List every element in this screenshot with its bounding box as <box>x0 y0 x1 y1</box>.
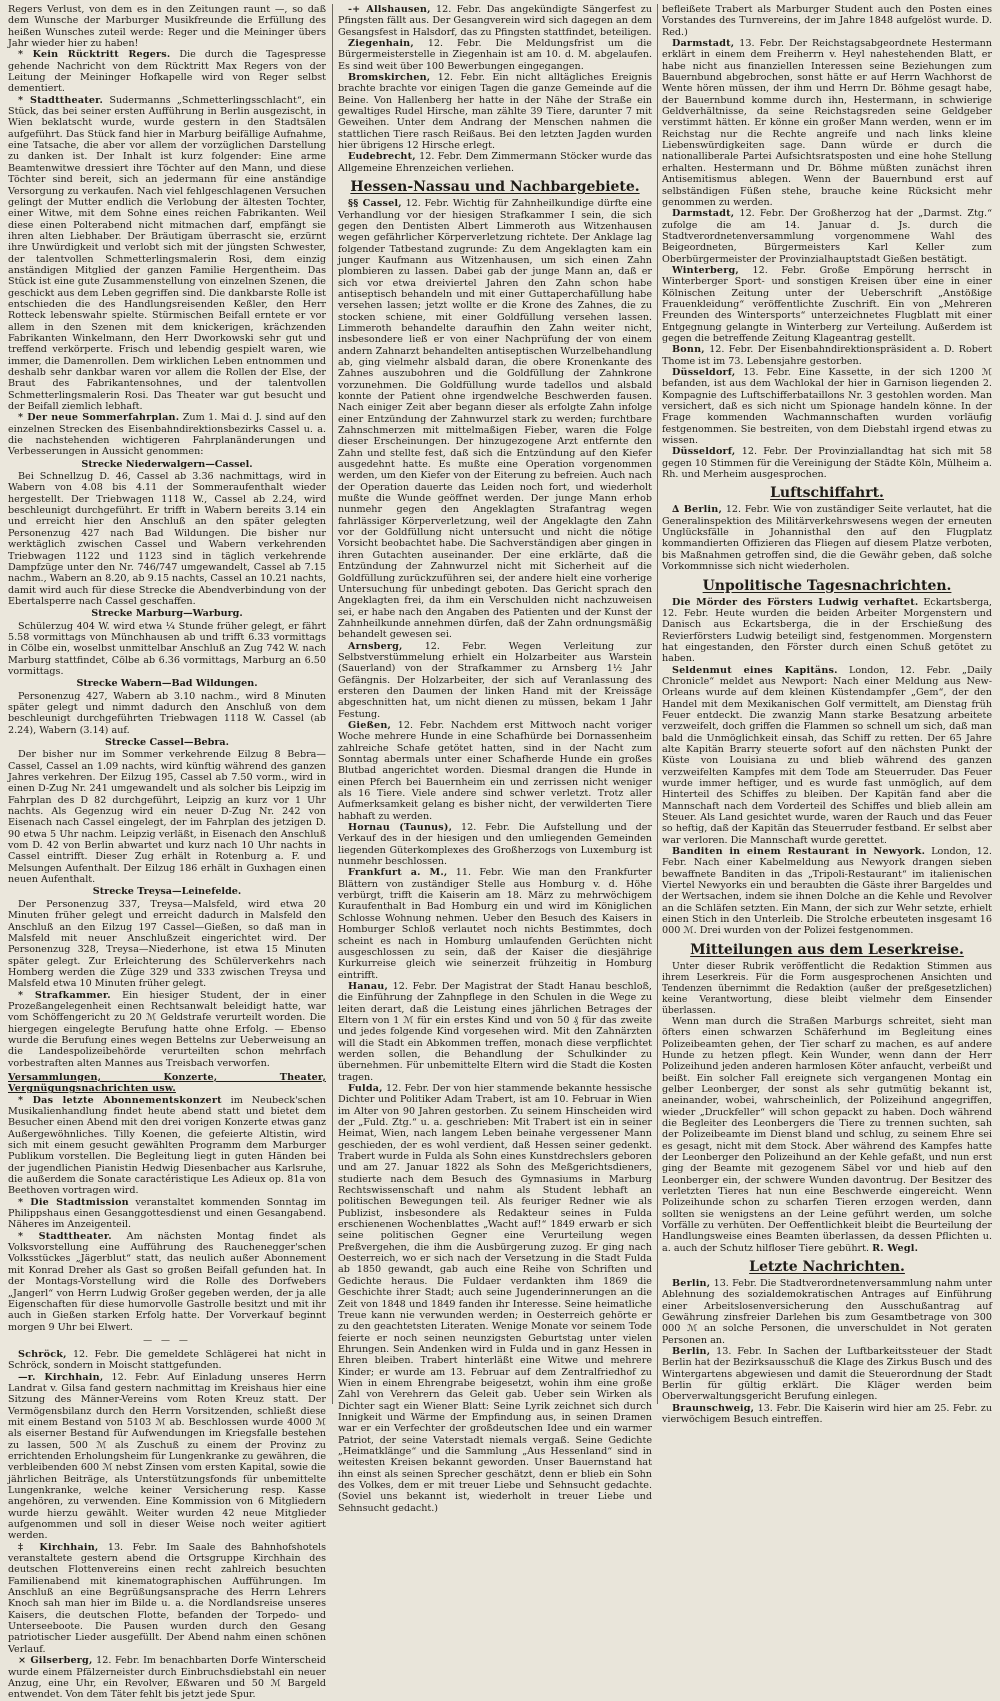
article-paragraph: —r. Kirchhain, 12. Febr. Auf Einladung unseres Herrn Landrat v. Gilsa fand gestern nachmittag im Kreishaus hier eine Sitzung des Männer-Vereins vom Roten Kreuz statt. Der Vermögensbilanz durch den Herrn Vorsitzenden, schließt diese mit einem Bestand von 5103 ℳ ab. Beschlossen wurde 4000 ℳ als eiserner Bestand für Aufwendungen im Kriegsfalle bestehen zu lassen, 500 ℳ als Zuschuß zu einem der Provinz zu errichtenden Erholungsheim für Lungenkranke zu gewähren, die verbleibenden 600 ℳ nebst Zinsen vom ersten Kapital, sowie die jährlichen Beiträge, als Unterstützungsfonds für unbemittelte Lungenkranke, welche keiner Versicherung resp. Kasse angehören, zu verwenden. Eine Kommission von 6 Mitgliedern wurde hierzu gewählt. Weiter wurden 42 neue Mitglieder aufgenommen und soll in dieser Weise noch weiter agitiert werden. <box>8 1371 326 1542</box>
article-paragraph: Schülerzug 404 W. wird etwa ¼ Stunde früher gelegt, er fährt 5.58 vormittags von Münchhausen ab und trifft 6.33 vormittags in Cölbe ein, woselbst unmittelbar Anschluß an Zug 742 W. nach Marburg stattfindet, Cölbe ab 6.36 vormittags, Marburg an 6.50 vormittags. <box>8 620 326 677</box>
article-paragraph: Braunschweig, 13. Febr. Die Kaiserin wird hier am 25. Febr. zu vierwöchigem Besuch eintreffen. <box>662 1402 992 1426</box>
article-paragraph: ‡ Kirchhain, 13. Febr. Im Saale des Bahnhofshotels veranstaltete gestern abend die Ortsgruppe Kirchhain des deutschen Flottenvereins einen recht zahlreich besuchten Familienabend mit kinematographischen Aufführungen. Im Anschluß an eine Begrüßungsansprache des Herrn Lehrers Knoch sah man hier im Bilde u. a. die Nordlandsreise unseres Kaisers, die deutschen Flotte, befanden der Torpedo- und Unterseeboote. Die Pausen wurden durch den Gesang patriotischer Lieder ausgefüllt. Der Abend nahm einen schönen Verlauf. <box>8 1541 326 1655</box>
article-paragraph: Die Mörder des Försters Ludwig verhaftet. Eckartsberga, 12. Febr. Heute wurden die beiden Arbeiter Morgenstern und Danisch aus Eckartsberga, die in der Erschießung des Revierförsters Ludwig beteiligt sind, festgenommen. Morgenstern hat eingestanden, den Förster durch einen Schuß getötet zu haben. <box>662 596 992 665</box>
subheading: Strecke Marburg—Warburg. <box>91 608 243 620</box>
article-paragraph: Winterberg, 12. Febr. Große Empörung herrscht in Winterberger Sport- und sonstigen Kreisen über eine in einer Kölnischen Zeitung unter der Ueberschrift „Anstößige Frauenkleidung“ veröffentlichte Zuschrift. Ein von „Mehreren Freunden des Wintersports“ unterzeichnetes Flugblatt mit einer Entgegnung gelangte in Winterberg zur Verteilung. Außerdem ist gegen die betreffende Zeitung Klageantrag gestellt. <box>662 264 992 344</box>
article-paragraph: Banditen in einem Restaurant in Newyork. London, 12. Febr. Nach einer Kabelmeldung aus Newyork drangen sieben bewaffnete Banditen in das „Tripoli-Restaurant“ im italienischen Viertel Newyorks ein und beraubten die Gäste ihrer Bargeldes und der Wertsachen, indem sie ihnen Dolche an die Kehle und Revolver an die Schläfen setzten. Ein Mann, der sich zur Wehr setzte, erhielt einen Stich in den Unterleib. Die Strolche erbeuteten insgesamt 16 000 ℳ. Drei wurden von der Polizei festgenommen. <box>662 846 992 937</box>
article-paragraph: -+ Allshausen, 12. Febr. Das angekündigte Sängerfest zu Pfingsten fällt aus. Der Gesangverein wird sich dagegen an dem Gesangsfest in Halsdorf, das zu Pfingsten stattfindet, beteiligen. <box>338 4 652 38</box>
article-paragraph: * Das letzte Abonnementskonzert im Neubeck'schen Musikalienhandlung findet heute abend statt und bietet dem Besucher einen Abend mit den drei vorigen Konzerte etwas ganz Außergewöhnliches. Tilly Koenen, die gefeierte Altistin, wird sich mit einem gesucht gewählten Programm dem Marburger Publikum vorstellen. Die Begleitung liegt in guten Händen bei der jugendlichen Pianistin Hedwig Diesenbacher aus Karlsruhe, die außerdem die Sonate caractéristique Les Adieux op. 81a von Beethoven vortragen wird. <box>8 1094 326 1197</box>
article-paragraph: Bonn, 12. Febr. Der Eisenbahndirektionspräsident a. D. Robert Thome ist im 73. Lebensjahre gestorben. <box>662 344 992 367</box>
column-left <box>8 4 326 1701</box>
article-paragraph: Düsseldorf, 12. Febr. Der Provinziallandtag hat sich mit 58 gegen 10 Stimmen für die Vereinigung der Städte Köln, Mülheim a. Rh. und Merheim ausgesprochen. <box>662 446 992 481</box>
section-heading: Letzte Nachrichten. <box>749 1259 905 1276</box>
column-rule <box>332 4 333 1404</box>
section-heading: Versammlungen, Konzerte, Theater, Vergnügungsnachrichten usw. <box>8 1071 326 1095</box>
column-middle <box>338 4 652 1514</box>
subheading: Strecke Wabern—Bad Wildungen. <box>76 678 258 690</box>
article-paragraph: * Die Stadtmission veranstaltet kommenden Sonntag im Philippshaus einen Gesanggottesdienst und einen Gesangabend. Näheres im Anzeigenteil. <box>8 1196 326 1231</box>
article-paragraph: Seldenmut eines Kapitäns. London, 12. Febr. „Daily Chronicle“ meldet aus Newport: Nach einer Meldung aus New-Orleans wurde auf dem kleinen Küstendampfer „Gem“, der den Handel mit dem Mexikanischen Golf vermittelt, am Dienstag früh Feuer entdeckt. Die zwanzig Mann starke Besatzung arbeitete verzweifelt, doch griffen die Flammen so schnell um sich, daß man bald die Unmöglichkeit einsah, das Schiff zu retten. Der 65 Jahre alte Kapitän Brarry steuerte sofort auf den nächsten Punkt der Küste von Louisiana zu und blieb während des ganzen verzweifelten Kampfes mit dem Tode am Steuerruder. Das Feuer wurde immer heftiger, und es wurde fast unmöglich, auf dem Hinterteil des Schiffes zu bleiben. Der Kapitän fand aber die Mannschaft nach dem Vorderteil des Schiffes und blieb allein am Steuer. Als Land gesichtet wurde, waren der Rauch und das Feuer so heftig, daß der Kapitän das Steuerruder festband. Er selbst aber war verloren. Die Mannschaft wurde gerettet. <box>662 664 992 846</box>
separator: — — — <box>143 1335 191 1346</box>
section-heading: Hessen-Nassau und Nachbargebiete. <box>350 179 640 196</box>
section-heading: Unpolitische Tagesnachrichten. <box>702 577 952 594</box>
article-paragraph: Gießen, 12. Febr. Nachdem erst Mittwoch nacht voriger Woche mehrere Hunde in eine Schafhürde bei Dornassenheim zahlreiche Schafe getötet hatten, sind in der Nacht zum Sonntag abermals unter einer Schafherde Hunde ein großes Blutbad angerichtet worden. Diesmal drangen die Hunde in einen Pferch bei Bauernheim ein und zerrissen nicht weniger als 16 Tiere. Viele andere sind schwer verletzt. Trotz aller Aufmerksamkeit gelang es bisher nicht, der verwilderten Tiere habhaft zu werden. <box>338 719 652 822</box>
article-paragraph: Regers Verlust, von dem es in den Zeitungen raunt —, so daß dem Wunsche der Marburger Musikfreunde die Erfüllung des heißen Wunsches zuteil werde: Reger und die Meininger übers Jahr wieder hier zu haben! <box>8 4 326 50</box>
article-paragraph: Ziegenhain, 12. Febr. Die Meldungsfrist um die Bürgermeisterstelle in Ziegenhain ist am 10. d. M. abgelaufen. Es sind weit über 100 Bewerbungen eingegangen. <box>338 38 652 72</box>
article-paragraph: Frankfurt a. M., 11. Febr. Wie man den Frankfurter Blättern von zuständiger Stelle aus Homburg v. d. Höhe verbürgt, trifft die Kaiserin am 18. März zu mehrwöchigem Kuraufenthalt in Bad Homburg ein und wird im Königlichen Schlosse Wohnung nehmen. Ueber den Besuch des Kaisers in Homburger Schloß verlautet noch nichts Bestimmtes, doch scheint es nach in Homburg umlaufenden Gerüchten nicht ausgeschlossen zu sein, daß der Kaiser die diesjährige Kurkurreise gleich wie seinerzeit frühzeitig in Homburg eintrifft. <box>338 867 652 981</box>
article-paragraph: * Kein Rücktritt Regers. Die durch die Tagespresse gehende Nachricht von dem Rücktritt Max Regers von der Leitung der Meininger Hofkapelle wird von Reger selbst dementiert. <box>8 49 326 95</box>
subheading: Strecke Treysa—Leinefelde. <box>92 886 242 898</box>
column-rule <box>657 4 658 1404</box>
article-paragraph: × Gilserberg, 12. Febr. Im benachbarten Dorfe Winterscheid wurde einem Pfälzerneister durch Einbruchsdiebstahl ein neuer Anzug, eine Uhr, ein Revolver, Eßwaren und 50 ℳ Bargeld entwendet. Von dem Täter fehlt bis jetzt jede Spur. <box>8 1655 326 1701</box>
article-paragraph: * Stadttheater. Am nächsten Montag findet als Volksvorstellung eine Aufführung des Rauchenegger'schen Volksstückes „Jägerblut“ statt, das neulich außer Abonnement mit Konrad Dreher als Gast so großen Beifall gefunden hat. In der Montags-Vorstellung wird die Rolle des Dorfwebers „Jangerl“ von Herrn Ludwig Großer gegeben werden, der ja alle Eigenschaften für diese humorvolle Gastrolle besitzt und mit ihr auch in Gießen starken Erfolg hatte. Der Vorverkauf beginnt morgen 9 Uhr bei Elwert. <box>8 1230 326 1333</box>
article-paragraph: * Stadttheater. Sudermanns „Schmetterlingsschlacht“, ein Stück, das bei seiner ersten Aufführung in Berlin ausgezischt, in Wien beklatscht wurde, wurde gestern in den Stadtsälen aufgeführt. Das Stück fand hier in Marburg beifällige Aufnahme, eine Tatsache, die aber vor allem der vorzüglichen Darstellung zu danken ist. Der Inhalt ist kurz folgender: Eine arme Beamtenwitwe dressiert ihre Töchter auf den Mann, und diese Töchter sind bereit, sich an jedermann für eine anständige Versorgung zu verkaufen. Nach viel fehlgeschlagenen Versuchen gelingt der Mutter endlich die Verlobung der ältesten Tochter, einer Witwe, mit dem Sohne eines reichen Fabrikanten. Weil diese einen Polterabend nicht mitmachen darf, empfängt sie ihren alten Liebhaber. Der Bräutigam überrascht sie, erzürnt ihre Unwürdigkeit und verlobt sich mit der jüngsten Schwester, der talentvollen Schmetterlingsmalerin Rosi, dem einzig anständigen Mitglied der ganzen Familie Hergentheim. Das Stück ist eine gute Zusammenstellung von einzelnen Szenen, die geschickt aus dem Leben gegriffen sind. Die dankbarste Rolle ist entschieden die des Handlungsreisenden Keßler, den Herr Rotteck lebenswahr spielte. Stürmischen Beifall erntete er vor allem in den Szenen mit dem knickerigen, krächzenden Fabrikanten Winkelmann, den Herr Dworkowski sehr gut und treffend verkörperte. Frisch und lebendig gespielt waren, wie immer, die Damenrollen. Dem wirklichen Leben entnommen und deshalb sehr dankbar waren vor allem die Rollen der Else, der Braut des Fabrikantensohnes, und der talentvollen Schmetterlingsmalerin Rosi. Das Theater war gut besucht und der Beifall ziemlich lebhaft. <box>8 94 326 413</box>
article-paragraph: Darmstadt, 13. Febr. Der Reichstagsabgeordnete Hestermann erklärt in einem dem Freiherrn v. Heyl nahestehenden Blatt, er habe nicht aus finanziellen Interessen seine Beziehungen zum Bauernbund abgebrochen, sonst hätte er auf Herrn Wachhorst de Wente hören müssen, der ihm und Herrn Dr. Böhme gesagt habe, der Bauernbund komme durch ihn, Hestermann, in schwierige Geldverhältnisse, da seine Reichstagsreden seine Geldgeber verstimmt hätten. Er könne ein großer Mann werden, wenn er im Reichstag nur die Rechte angreife und nach links kleine Liebenswürdigkeiten sage. Dann würde er durch die nationalliberale Partei Aufsichtsratsposten und eine hohe Stellung erhalten. Hestermann und Dr. Böhme müßten zunächst ihren Antisemitismus ablegen. Wenn der Bauernbund erst auf selbständigen Füßen stehe, brauche keine Rücksicht mehr genommen zu werden. <box>662 38 992 208</box>
subheading: Strecke Niederwalgern—Cassel. <box>81 458 253 470</box>
article-paragraph: Der Personenzug 337, Treysa—Malsfeld, wird etwa 20 Minuten früher gelegt und erreicht dadurch in Malsfeld den Anschluß an den Eilzug 197 Cassel—Gießen, so daß man in Malsfeld mit neuer Anschlußzeit eingerichtet wird. Der Personenzug 328, Treysa—Niederhone, ist etwa 15 Minuten später gelegt. Zur Erleichterung des Schülerverkehrs nach Homberg werden die Züge 329 und 333 zwischen Treysa und Malsfeld etwa 10 Minuten früher gelegt. <box>8 898 326 990</box>
article-paragraph: Arnsberg, 12. Febr. Wegen Verleitung zur Selbstverstümmelung erhielt ein Holzarbeiter aus Warstein (Sauerland) von der Strafkammer zu Arnsberg 1½ Jahr Gefängnis. Der Holzarbeiter, der sich auf Veranlassung des ersteren den Daumen der linken Hand mit der Kreissäge abgeschnitten hat, um nicht dienen zu müssen, bekam 1 Jahr Festung. <box>338 640 652 720</box>
section-heading: Mitteilungen aus dem Leserkreise. <box>690 941 964 958</box>
article-paragraph: Hornau (Taunus), 12. Febr. Die Aufstellung und der Verkauf des in der hiesigen und den umliegenden Gemeinden liegenden Güterkomplexes des Großherzogs von Luxemburg ist nunmehr beschlossen. <box>338 822 652 868</box>
article-paragraph: Der bisher nur im Sommer verkehrende Eilzug 8 Bebra—Cassel, Cassel an 1.09 nachts, wird künftig während des ganzen Jahres verkehren. Der Eilzug 195, Cassel ab 7.50 vorm., wird in einen D-Zug Nr. 241 umgewandelt und als solcher bis Leipzig im Fahrplan des D 82 durchgeführt, Leipzig an kurz vor 1 Uhr nachts. Als Gegenzug wird ein neuer D-Zug Nr. 242 von Eisenach nach Cassel eingelegt, der im Fahrplan des jetzigen D. 90 etwa 5 Uhr nachm. Leipzig verläßt, in Eisenach den Anschluß vom D. 42 von Berlin abwartet und kurz nach 10 Uhr nachts in Cassel eintrifft. Dieser Zug erhält in Rotenburg a. F. und Melsungen Aufenthalt. Der Eilzug 186 erhält in Guxhagen einen neuen Aufenthalt. <box>8 749 326 886</box>
article-paragraph: Berlin, 13. Febr. Die Stadtverordnetenversammlung nahm unter Ablehnung des sozialdemokratischen Antrages auf Einführung einer Arbeitslosenversicherung den Ausschußantrag auf Gewährung zinsfreier Darlehen bis zum Gesamtbetrage von 300 000 ℳ an solche Personen, die unverschuldet in Not geraten Personen an. <box>662 1278 992 1346</box>
article-paragraph: * Der neue Sommerfahrplan. Zum 1. Mai d. J. sind auf den einzelnen Strecken des Eisenbahndirektionsbezirks Cassel u. a. die nachstehenden wichtigeren Fahrplanänderungen und Verbesserungen in Aussicht genommen: <box>8 412 326 458</box>
article-paragraph: Berlin, 13. Febr. In Sachen der Luftbarkeitssteuer der Stadt Berlin hat der Bezirksausschuß die Klage des Zirkus Busch und des Wintergartens abgewiesen und damit die Steuerordnung der Stadt Berlin für gültig erklärt. Die Kläger werden beim Oberverwaltungsgericht Berufung einlegen. <box>662 1346 992 1403</box>
article-paragraph: Schröck, 12. Febr. Die gemeldete Schlägerei hat nicht in Schröck, sondern in Moischt stattgefunden. <box>8 1348 326 1372</box>
article-paragraph: Fulda, 12. Febr. Der von hier stammende bekannte hessische Dichter und Politiker Adam Trabert, ist am 10. Februar in Wien im Alter von 90 Jahren gestorben. Zu seinem Hinscheiden wird der „Fuld. Ztg.“ u. a. geschrieben: Mit Trabert ist ein in seiner Heimat, Wien, nach langem Leben beinahe vergessener Mann geschieden, der es wohl verdient, daß Hessen seiner gedenkt. Trabert wurde in Fulda als Sohn eines Kunstdrechslers geboren und am 27. Januar 1822 als Sohn des Meßgerichtsdieners, studierte nach dem Besuch des Gymnasiums in Marburg Rechtswissenschaft und nahm als Student lebhaft an politischen Bewegungen teil. Als feuriger Redner wie als Publizist, insbesondere als Redakteur seines in Fulda erschienenen Wochenblattes „Wacht auf!“ 1849 erwarb er sich seine politischen Gegner eine Verurteilung wegen Preßvergehen, die ihm die Ausbürgerung zuzog. Er ging nach Oesterreich, wo er sich nach der Versetzung in die Stadt Fulda ab 1850 gewandt, gab auch eine Reihe von Schriften und Gedichte heraus. Die Fuldaer verdankten ihm 1869 die Geschichte ihrer Stadt; auch seine Jugenderinnerungen an die Zeit von 1848 und 1849 fanden ihr Interesse. Seine heimatliche Treue kann nie verwunden werden; in Oesterreich gehörte er zu den geachtetsten Literaten. Wenige Monate vor seinem Tode feierte er noch seinen neunzigsten Geburtstag unter vielen Ehrungen. Sein Andenken wird in Fulda und in ganz Hessen in Ehren bleiben. Trabert hinterläßt eine Witwe und mehrere Kinder; er wurde am 13. Februar auf dem Zentralfriedhof zu Wien in einem Ehrengrabe beigesetzt, wohin ihm eine große Zahl von Verehrern das Geleit gab. Ueber sein Wirken als Dichter sagt ein Wiener Blatt: Seine Lyrik zeichnet sich durch Innigkeit und Wärme der Empfindung aus, in seinen Dramen war er ein Verfechter der großdeutschen Idee und ein warmer Patriot, der seine Vaterstadt niemals vergaß. Seine Gedichte „Heimatklänge“ und die Sammlung „Aus Hessenland“ sind in weitesten Kreisen bekannt geworden. Unser Bauernstand hat ihn einst als seinen Sprecher geschätzt, denn er blieb ein Sohn des Volkes, dem er mit treuer Liebe und Sehnsucht gedachte. (Soviel uns bekannt ist, wiederholt in treuer Liebe und Sehnsucht gedacht.) <box>338 1082 652 1514</box>
article-paragraph: befleißete Trabert als Marburger Student auch den Posten eines Vorstandes des Turnvereins, der im Jahre 1848 aufgelöst wurde. D. Red.) <box>662 4 992 38</box>
column-right <box>662 4 992 1426</box>
section-heading: Luftschiffahrt. <box>770 485 884 502</box>
article-paragraph: Eudebrecht, 12. Febr. Dem Zimmermann Stöcker wurde das Allgemeine Ehrenzeichen verliehen. <box>338 151 652 174</box>
article-paragraph: Bei Schnellzug D. 46, Cassel ab 3.36 nachmittags, wird in Wabern von 4.08 bis 4.11 der Sommeraufenthalt wieder hergestellt. Der Triebwagen 1118 W., Cassel ab 2.24, wird beschleunigt durchgeführt. Er trifft in Wabern bereits 3.14 ein und erreicht hier den Anschluß an den später gelegten Personenzug 427 nach Bad Wildungen. Die bisher nur werktäglich zwischen Cassel und Wabern verkehrenden Triebwagen 1122 und 1123 sind in täglich verkehrende Dampfzüge unter den Nr. 746/747 umgewandelt, Cassel ab 7.15 nachm., Wabern an 8.20, ab 9.15 nachts, Cassel an 10.21 nachts, damit wird auch für diese Strecke die Abendverbindung von der Ebertalsperre nach Cassel geschaffen. <box>8 471 326 607</box>
article-paragraph: Hanau, 12. Febr. Der Magistrat der Stadt Hanau beschloß, die Einführung der Zahnpflege in den Schulen in die Wege zu leiten derart, daß die Leistung eines jährlichen Betrages der Eltern von 1 ℳ für ein erstes Kind und von 50 ₰ für das zweite und jedes folgende Kind vorgesehen wird. Mit den Zahnärzten will die Stadt ein Abkommen treffen, monach diese verpflichtet werden sollen, die Behandlung der Schulkinder zu übernehmen. Für unbemittelte Eltern wird die Stadt die Kosten tragen. <box>338 980 652 1083</box>
article-paragraph: Düsseldorf, 13. Febr. Eine Kassette, in der sich 1200 ℳ befanden, ist aus dem Wachlokal der hier in Garnison liegenden 2. Kompagnie des Luftschifferbataillons Nr. 3 gestohlen worden. Man versichert, daß es sich nicht um Spionage handeln könne. In der Frage kommenden Wachmannschaften wurden vorläufig festgenommen. Sie bestreiten, von dem Diebstahl irgend etwas zu wissen. <box>662 367 992 447</box>
article-paragraph: Bromskirchen, 12. Febr. Ein nicht alltägliches Ereignis brachte brachte vor einigen Tagen die ganze Gemeinde auf die Beine. Von Hallenberg her hatte in der Nähe der Straße ein gewaltiges Rudel Hirsche, man zählte 39 Tiere, darunter 7 mit Geweihen. Unter dem Andrang der Menschen nahmen die stattlichen Tiere rasch Reißaus. Bei den letzten Jagden wurden hier übrigens 12 Hirsche erlegt. <box>338 72 652 152</box>
article-paragraph: Darmstadt, 12. Febr. Der Großherzog hat der „Darmst. Ztg.“ zufolge die am 14. Januar d. Js. durch die Stadtverordnetenversammlung vorgenommene Wahl des Beigeordneten, Bürgermeisters Karl Keller zum Oberbürgermeister der Provinzialhauptstadt Gießen bestätigt. <box>662 208 992 265</box>
editorial-note: Unter dieser Rubrik veröffentlicht die Redaktion Stimmen aus ihrem Leserkreis. Für die Form ausgesprochenen Ansichten und Tendenzen übernimmt die Redaktion (außer der preßgesetzlichen) keine Verantwortung, diese bleibt vielmehr dem Einsender überlassen. <box>662 960 992 1016</box>
article-paragraph: Wenn man durch die Straßen Marburgs schreitet, sieht man öfters einen schwarzen Schäferhund im Begleitung eines Polizeibeamten gehen, der Tier scharf zu machen, es auf andere Hunde zu hetzen pflegt. Kein Wunder, wenn dann der Herr Polizeihund jeden anderen harmlosen Köter anfaucht, verbeißt und beißt. Ein solcher Fall ereignete sich vergangenen Montag ein gelber Leonberger, der sonst als sehr gutmütig bekannt ist, aneinander, wobei, wahrscheinlich, der Polizeihund angegriffen, wieder „Druckfeller“ will schon gepackt zu haben. Doch während die Begleiter des Leonbergers die Tiere zu trennen suchten, sah der Polizeibeamte im Dienst bland und schlug, zu seinem Ehre sei es gesagt, nicht mit dem Stock. Aber während des Kampfes hatte der Leonberger den Polizeihund an der Kehle gefaßt, und nun erst ging der Beamte mit gezogenem Säbel vor und hieb auf den Leonberger ein, der schwere Wunden davontrug. Der Besitzer des verletzten Tieres hat nun eine Beschwerde eingereicht. Wenn Polizeihunde schon zu scharfen Tieren erzogen werden, dann sollten sie wenigstens an der Leine geführt werden, um solche Vorfälle zu verhüten. Der Oeffentlichkeit bleibt die Beurteilung der Handlungsweise eines Beamten überlassen, da dessen Pflichten u. a. auch der Schutz hilfloser Tiere gebührt. R. Wegl. <box>662 1015 992 1254</box>
subheading: Strecke Cassel—Bebra. <box>105 737 229 748</box>
article-paragraph: ∆ Berlin, 12. Febr. Wie von zuständiger Seite verlautet, hat die Generalinspektion des Militärverkehrswesens wegen der erneuten Unglücksfälle in Johannisthal den auf den Flugplatz kommandierten Offizieren das Fliegen auf diesem Platze verboten, bis Maßnahmen getroffen sind, die die Gewähr geben, daß solche Vorkommnisse sich nicht wiederholen. <box>662 504 992 573</box>
article-paragraph: §§ Cassel, 12. Febr. Wichtig für Zahnheilkundige dürfte eine Verhandlung vor der hiesigen Strafkammer I sein, die sich gegen den Dentisten Albert Limmeroth aus Witzenhausen wegen gefährlicher Körperverletzung richtete. Der Anklage lag folgender Tatbestand zugrunde: Zu dem Angeklagten kam ein junger Kaufmann aus Witzenhausen, um sich einen Zahn plombieren zu lassen. Dabei gab der junge Mann an, daß er sich vor etwa dreiviertel Jahren den Zahn schon habe antiseptisch behandeln und mit einer Guttaperchafüllung habe versehen lassen; jetzt wollte er die Krone des Zahnes, die zu stocken schiene, mit einer Goldfüllung versehen lassen. Limmeroth behandelte daraufhin den Zahn weiter nicht, insbesondere ließ er von einer Nachprüfung der von einem andern Zahnarzt behandelten antiseptischen Wurzelbehandlung ab, ging vielmehr alsbald daran, die obere Kronenkante des Zahnes auszubohren und die Goldfüllung der Zahnkrone vorzunehmen. Die Goldfüllung wurde tadellos und alsbald konnte der Patient ohne irgendwelche Beschwerden fausen. Nach einiger Zeit aber begann dieser als erfolgte Zahn infolge einer Entzündung der Zahnwurzel stark zu werden; furchtbare Zahnschmerzen mit mittelmaßigen Fieber, waren die Folge dieser Erscheinungen. Der hinzugezogene Arzt entfernte den Zahn und stellte fest, daß sich die Entzündung auf den Kiefer ausgedehnt hatte. Es mußte eine Operation vorgenommen werden, um den Kiefer von der Eiterung zu befreien. Auch nach der Operation dauerte das Leiden noch fort, und wiederholt mußte die Wunde geöffnet werden. Der junge Mann erhob nunmehr gegen den Angeklagten Strafantrag wegen fahrlässiger Körperverletzung, weil der Angeklagte den Zahn vor der Goldfüllung nicht untersucht und nicht die nötige Vorsicht beobachtet habe. Die Sachverständigen aber gingen in ihren Gutachten auseinander. Der eine erklärte, daß die Entzündung der Zahnwurzel nicht mit Sicherheit auf die Goldfüllung zurückzuführen sei, der andere hielt eine vorherige Untersuchung für unbedingt geboten. Das Gericht sprach den Angeklagten frei, da ihm ein Verschulden nicht nachzuweisen sei, er habe nach den Angaben des Patienten und der Kunst der Zahnheilkunde annehmen dürfen, daß der Zahn ordnungsmäßig behandelt gewesen sei. <box>338 198 652 641</box>
article-paragraph: Personenzug 427, Wabern ab 3.10 nachm., wird 8 Minuten später gelegt und nimmt dadurch den Anschluß von dem beschleunigt durchgeführten Triebwagen 1118 W. Cassel (ab 2.24), Wabern (3.14) auf. <box>8 690 326 736</box>
article-paragraph: * Strafkammer. Ein hiesiger Student, der in einer Prozeßangelegenheit einen Rechtsanwalt beleidigt hatte, war vom Schöffengericht zu 20 ℳ Geldstrafe verurteilt worden. Die hiergegen eingelegte Berufung hatte ohne Erfolg. — Ebenso wurde die Berufung eines wegen Bettelns zur Ueberweisung an die Landespolizeibehörde verurteilten schon mehrfach vorbestraften alten Mannes aus Treisbach verworfen. <box>8 989 326 1069</box>
